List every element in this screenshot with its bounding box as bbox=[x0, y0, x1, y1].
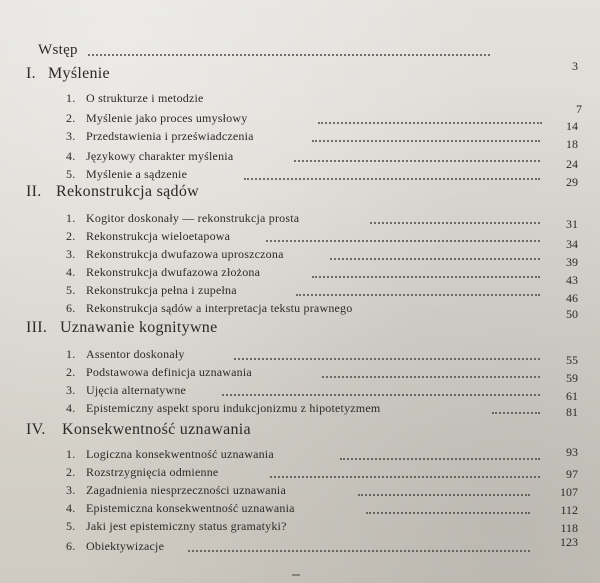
item-page: 31 bbox=[566, 217, 578, 231]
dot-leader bbox=[312, 140, 540, 142]
section-title: Myślenie bbox=[48, 65, 110, 82]
intro-title: Wstęp bbox=[38, 42, 78, 58]
item-title: Jaki jest epistemiczny status gramatyki? bbox=[86, 519, 287, 533]
toc-item-4-6 bbox=[0, 536, 600, 556]
toc-item-1-1 bbox=[0, 88, 600, 116]
toc-item-4-3 bbox=[0, 480, 600, 500]
dot-leader bbox=[234, 358, 540, 360]
section-numeral: II. bbox=[26, 183, 42, 200]
item-title: Rekonstrukcja dwufazowa uproszczona bbox=[86, 247, 284, 261]
toc-item-2-1 bbox=[0, 208, 600, 231]
section-numeral: IV. bbox=[26, 421, 46, 438]
item-page: 55 bbox=[566, 353, 578, 367]
section-title: Uznawanie kognitywne bbox=[60, 319, 218, 336]
item-page: 39 bbox=[566, 255, 578, 269]
item-number: 2. bbox=[66, 229, 76, 243]
item-page: 123 bbox=[560, 535, 578, 549]
item-number: 4. bbox=[66, 501, 76, 515]
item-number: 5. bbox=[66, 283, 76, 297]
printer-mark bbox=[292, 574, 300, 576]
item-number: 1. bbox=[66, 91, 76, 105]
item-page: 43 bbox=[566, 273, 578, 287]
item-number: 5. bbox=[66, 519, 76, 533]
item-number: 4. bbox=[66, 265, 76, 279]
item-page: 59 bbox=[566, 371, 578, 385]
item-title: Rozstrzygnięcia odmienne bbox=[86, 465, 219, 479]
item-page: 81 bbox=[566, 405, 578, 419]
item-number: 4. bbox=[66, 149, 76, 163]
toc-section-1 bbox=[0, 64, 600, 84]
dot-leader bbox=[244, 178, 540, 180]
toc-section-4 bbox=[0, 420, 600, 440]
item-page: 61 bbox=[566, 389, 578, 403]
item-title: Logiczna konsekwentność uznawania bbox=[86, 447, 274, 461]
item-page: 118 bbox=[560, 521, 578, 535]
item-number: 5. bbox=[66, 167, 76, 181]
toc-intro bbox=[0, 40, 600, 73]
dot-leader bbox=[296, 294, 540, 296]
item-title: Przedstawienia i przeświadczenia bbox=[86, 129, 254, 143]
item-title: Kogitor doskonały — rekonstrukcja prosta bbox=[86, 211, 300, 225]
dot-leader bbox=[294, 160, 540, 162]
toc-item-3-2 bbox=[0, 362, 600, 385]
item-title: Rekonstrukcja pełna i zupełna bbox=[86, 283, 237, 297]
section-numeral: III. bbox=[26, 319, 48, 336]
item-title: Obiektywizacje bbox=[86, 539, 165, 553]
item-page: 18 bbox=[566, 137, 578, 151]
item-number: 3. bbox=[66, 383, 76, 397]
section-title: Rekonstrukcja sądów bbox=[56, 183, 200, 200]
toc-section-3 bbox=[0, 318, 600, 338]
dot-leader bbox=[188, 550, 530, 552]
item-number: 1. bbox=[66, 447, 76, 461]
dot-leader bbox=[322, 376, 540, 378]
item-title: Ujęcia alternatywne bbox=[86, 383, 187, 397]
item-title: Językowy charakter myślenia bbox=[86, 149, 234, 163]
item-page: 14 bbox=[566, 119, 578, 133]
item-title: Assentor doskonały bbox=[86, 347, 185, 361]
item-number: 1. bbox=[66, 211, 76, 225]
dot-leader bbox=[358, 494, 530, 496]
item-page: 46 bbox=[566, 291, 578, 305]
dot-leader bbox=[340, 458, 540, 460]
item-number: 1. bbox=[66, 347, 76, 361]
toc-item-1-5 bbox=[0, 164, 600, 189]
item-number: 6. bbox=[66, 539, 76, 553]
item-title: Epistemiczny aspekt sporu indukcjonizmu z hipotetyzmem bbox=[86, 401, 381, 415]
dot-leader bbox=[270, 476, 540, 478]
item-title: Rekonstrukcja dwufazowa złożona bbox=[86, 265, 261, 279]
toc-item-2-6 bbox=[0, 298, 600, 321]
item-title: Myślenie jako proces umysłowy bbox=[86, 111, 248, 125]
item-page: 7 bbox=[576, 102, 582, 116]
item-title: Rekonstrukcja sądów a interpretacja tekstu prawnego bbox=[86, 301, 353, 315]
item-title: O strukturze i metodzie bbox=[86, 91, 204, 105]
item-title: Podstawowa definicja uznawania bbox=[86, 365, 252, 379]
item-page: 97 bbox=[566, 467, 578, 481]
toc-item-2-5 bbox=[0, 280, 600, 305]
toc-item-3-1 bbox=[0, 344, 600, 367]
item-title: Zagadnienia niesprzeczności uznawania bbox=[86, 483, 286, 497]
item-title: Myślenie a sądzenie bbox=[86, 167, 188, 181]
toc-item-2-2 bbox=[0, 226, 600, 251]
toc-section-2 bbox=[0, 182, 600, 202]
dot-leader bbox=[222, 394, 540, 396]
toc-item-1-3 bbox=[0, 126, 600, 151]
intro-page: 3 bbox=[572, 59, 578, 73]
dot-leader bbox=[88, 54, 490, 56]
toc-item-1-4 bbox=[0, 146, 600, 171]
toc-item-1-2 bbox=[0, 108, 600, 133]
section-numeral: I. bbox=[26, 65, 36, 82]
toc-item-3-3 bbox=[0, 380, 600, 403]
item-page: 24 bbox=[566, 157, 578, 171]
toc-item-4-1 bbox=[0, 444, 600, 464]
dot-leader bbox=[312, 276, 540, 278]
item-number: 6. bbox=[66, 301, 76, 315]
dot-leader bbox=[370, 222, 540, 224]
dot-leader bbox=[266, 240, 540, 242]
item-number: 2. bbox=[66, 465, 76, 479]
item-page: 50 bbox=[566, 307, 578, 321]
item-number: 4. bbox=[66, 401, 76, 415]
item-page: 93 bbox=[566, 445, 578, 459]
item-number: 3. bbox=[66, 129, 76, 143]
item-number: 2. bbox=[66, 365, 76, 379]
toc-item-3-4 bbox=[0, 398, 600, 418]
item-number: 3. bbox=[66, 483, 76, 497]
toc-item-2-3 bbox=[0, 244, 600, 269]
item-number: 3. bbox=[66, 247, 76, 261]
dot-leader bbox=[492, 412, 540, 414]
toc-item-2-4 bbox=[0, 262, 600, 287]
item-title: Epistemiczna konsekwentność uznawania bbox=[86, 501, 295, 515]
item-page: 107 bbox=[560, 485, 578, 499]
section-title: Konsekwentność uznawania bbox=[62, 421, 251, 438]
dot-leader bbox=[330, 258, 540, 260]
item-page: 112 bbox=[560, 503, 578, 517]
dot-leader bbox=[366, 512, 530, 514]
item-title: Rekonstrukcja wieloetapowa bbox=[86, 229, 231, 243]
item-number: 2. bbox=[66, 111, 76, 125]
toc-item-4-5 bbox=[0, 516, 600, 536]
item-page: 34 bbox=[566, 237, 578, 251]
item-page: 29 bbox=[566, 175, 578, 189]
toc-item-4-4 bbox=[0, 498, 600, 518]
toc-item-4-2 bbox=[0, 462, 600, 482]
dot-leader bbox=[318, 122, 542, 124]
